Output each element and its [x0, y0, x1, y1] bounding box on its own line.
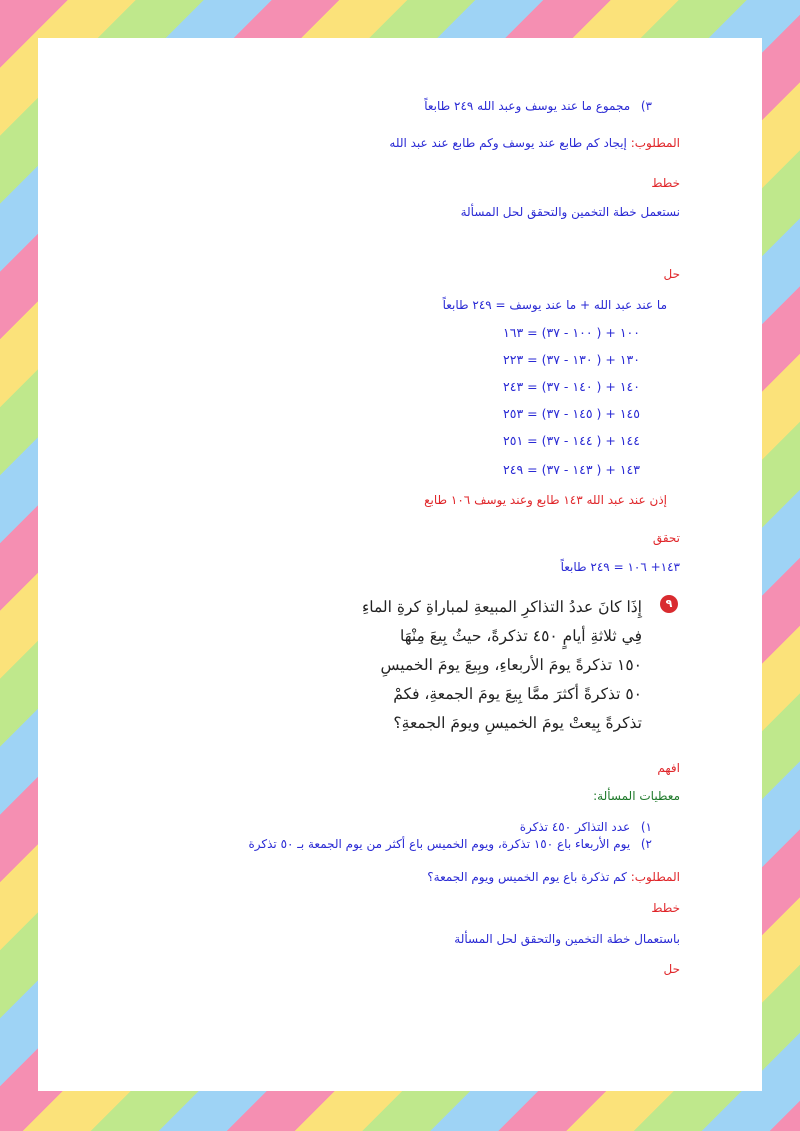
givens-label: معطيات المسألة: [593, 789, 680, 803]
problem-line: إِذَا كانَ عددُ التذاكرِ المبيعةِ لمباراةِ كرةِ الماءِ [361, 598, 642, 616]
given-number: ١) [640, 820, 652, 834]
problem-statement [252, 593, 642, 738]
trial-row: ١٣٠ + ( ١٣٠ - ٣٧) = ٢٢٣ [503, 352, 640, 367]
worksheet-content [38, 38, 762, 1091]
trial-row: ١٤٥ + ( ١٤٥ - ٣٧) = ٢٥٣ [503, 406, 640, 421]
current-required [427, 869, 680, 885]
prev-plan-text: نستعمل خطة التخمين والتحقق لحل المسألة [460, 205, 680, 219]
trial-row: ١٤٤ + ( ١٤٤ - ٣٧) = ٢٥١ [503, 433, 640, 448]
problem-line: ٥٠ تذكرةً أكثرَ ممَّا بِيعَ يومَ الجمعةِ، فكمْ [393, 685, 642, 703]
item-number: ٣) [640, 99, 652, 113]
given-text: عدد التذاكر ٤٥٠ تذكرة [519, 820, 631, 834]
problem-line: فِي ثلاثةِ أيامٍ ٤٥٠ تذكرةً، حيثُ بِيعَ مِنْهَا [399, 627, 642, 645]
prev-check-heading: تحقق [652, 531, 680, 545]
trial-row: ١٤٣ + ( ١٤٣ - ٣٧) = ٢٤٩ [503, 462, 640, 477]
prev-given-item-3 [424, 98, 652, 114]
prev-equation: ما عند عبد الله + ما عند يوسف = ٢٤٩ طابعاً [442, 298, 667, 312]
prev-solve-heading: حل [663, 267, 680, 281]
current-solve-heading: حل [663, 962, 680, 976]
understand-heading: افهم [657, 761, 680, 775]
problem-line: ١٥٠ تذكرةً يومَ الأربعاءِ، وبِيعَ يومَ الخميسِ [380, 656, 642, 674]
worksheet-page [38, 38, 762, 1091]
given-item [520, 819, 652, 835]
prev-plan-heading: خطط [651, 176, 680, 190]
given-number: ٢) [640, 837, 652, 851]
current-plan-heading: خطط [651, 901, 680, 915]
required-label: المطلوب: [630, 870, 680, 884]
given-item [249, 836, 652, 852]
given-text: يوم الأربعاء باع ١٥٠ تذكرة، ويوم الخميس باع أكثر من يوم الجمعة بـ ٥٠ تذكرة [248, 837, 631, 851]
problem-number-badge: ٩ [660, 595, 678, 613]
trial-row: ١٤٠ + ( ١٤٠ - ٣٧) = ٢٤٣ [503, 379, 640, 394]
required-text: إيجاد كم طابع عند يوسف وكم طابع عند عبد الله [389, 136, 627, 150]
prev-check-text: ١٤٣+ ١٠٦ = ٢٤٩ طابعاً [560, 560, 680, 574]
problem-line: تذكرةً بِيعتْ يومَ الخميسِ ويومَ الجمعةِ؟ [393, 714, 642, 732]
item-text: مجموع ما عند يوسف وعبد الله ٢٤٩ طابعاً [424, 99, 631, 113]
prev-conclusion: إذن عند عبد الله ١٤٣ طابع وعند يوسف ١٠٦ طابع [424, 493, 667, 507]
required-label: المطلوب: [630, 136, 680, 150]
required-text: كم تذكرة باع يوم الخميس ويوم الجمعة؟ [427, 870, 627, 884]
current-plan-text: باستعمال خطة التخمين والتحقق لحل المسألة [454, 932, 680, 946]
trial-row: ١٠٠ + ( ١٠٠ - ٣٧) = ١٦٣ [503, 325, 640, 340]
prev-required [389, 135, 680, 151]
